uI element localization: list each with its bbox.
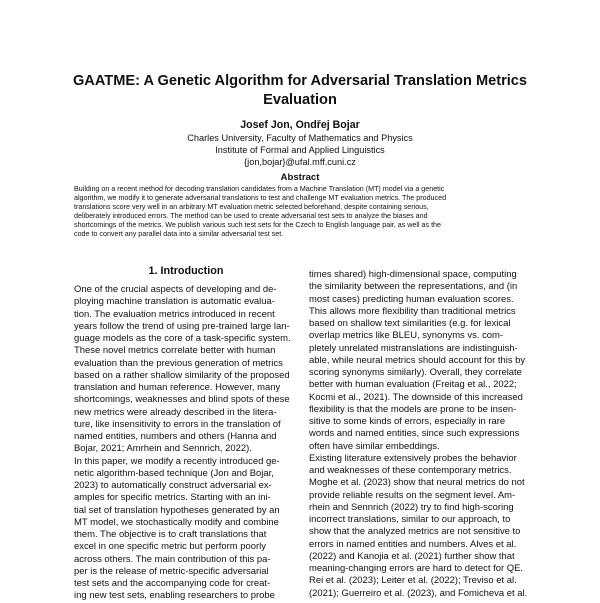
- body-text-line: Rei et al. (2023); Leiter et al. (2022); Treviso et al.: [309, 575, 517, 587]
- body-text-line: provide reliable results on the segment level. Am-: [309, 489, 516, 501]
- body-text-line: and weaknesses of these contemporary metrics.: [309, 465, 512, 476]
- body-text-line: ploying machine translation is automatic evalua-: [74, 296, 275, 308]
- body-text-line: (2021); Guerreiro et al. (2023), and Fomicheva et al.: [309, 587, 528, 599]
- body-text-line: ture, like insensitivity to errors in the translation of: [74, 418, 281, 430]
- body-text-line: Kocmi et al., 2021). The downside of this increased: [309, 391, 523, 403]
- body-text-line: meaning-changing errors are hard to detect for QE.: [309, 563, 524, 574]
- body-text-line: These novel metrics correlate better with human: [74, 345, 276, 357]
- body-text-line: In this paper, we modify a recently introduced ge-: [74, 455, 280, 467]
- body-text-line: errors in named entities and numbers. Alves et al.: [309, 538, 517, 550]
- body-text-line: guage models as the core of a task-specific system.: [74, 333, 291, 344]
- body-text-line: the similarity between the representations, and (in: [309, 281, 518, 293]
- body-text-line: scoring synonyms similarly). Overall, they correlate: [309, 367, 522, 378]
- body-text-line: overlap metrics like BLEU, synonyms vs. com-: [309, 330, 504, 342]
- abstract-line: deliberately introduced errors. The method can be used to create adversarial test sets to analyze the biases and: [74, 211, 428, 220]
- body-text-line: new metrics were already described in the litera-: [74, 406, 277, 418]
- body-text-line: able, while neural metrics should account for this by: [309, 354, 526, 366]
- affiliation-email: {jon,bojar}@ufal.mff.cuni.cz: [244, 157, 356, 167]
- body-text-line: evaluation than the previous generation of metrics: [74, 357, 283, 369]
- body-text-line: This allows more flexibility than traditional metrics: [309, 305, 516, 317]
- body-text-line: show that the analyzed metrics are not sensitive to: [309, 526, 521, 538]
- body-text-line: amples for specific metrics. Starting with an ini-: [74, 492, 271, 504]
- body-text-line: Existing literature extensively probes the behavior: [309, 452, 517, 464]
- affiliation-university: Charles University, Faculty of Mathematics and Physics: [187, 133, 413, 143]
- body-text-line: sitive to some kinds of errors, especially in rare: [309, 416, 506, 427]
- abstract-line: translations score very well in an arbitrary MT evaluation metric selected beforehand, despite containing serious,: [74, 202, 429, 211]
- body-text-line: netic algorithm-based technique (Jon and Bojar,: [74, 467, 274, 479]
- body-text-line: Bojar, 2021; Amrhein and Sennrich, 2022).: [74, 443, 252, 455]
- body-text-line: ing new test sets, enabling researchers to probe: [74, 590, 275, 602]
- body-text-line: shortcomings, weaknesses and blind spots of these: [74, 394, 290, 406]
- body-text-line: based on shallow text similarities (e.g. for lexical: [309, 318, 511, 329]
- paper-title: [40, 72, 560, 110]
- body-text-line: across others. The main contribution of this pa-: [74, 553, 271, 565]
- body-text-line: 2023) to automatically construct adversarial ex-: [74, 480, 272, 491]
- body-text-line: named entities, numbers and others (Hanna and: [74, 431, 277, 442]
- body-text-line: excel in one specific metric but perform poorly: [74, 541, 266, 553]
- body-text-line: better with human evaluation (Freitag et al., 2022;: [309, 379, 517, 391]
- left-column-text: [74, 284, 298, 603]
- abstract-line: code to convert any parallel data into a similar adversarial test set.: [74, 229, 284, 238]
- body-text-line: MT model, we stochastically modify and combine: [74, 516, 279, 528]
- body-text-line: tial set of translation hypotheses generated by an: [74, 504, 280, 516]
- body-text-line: incorrect translations, similar to our approach, to: [309, 514, 511, 525]
- body-text-line: years follow the trend of using pre-trained large lan-: [74, 320, 290, 332]
- section-title-introduction: 1. Introduction: [148, 265, 224, 277]
- affiliation-institute: Institute of Formal and Applied Linguistics: [215, 145, 385, 155]
- body-text-line: most cases) predicting human evaluation scores.: [309, 293, 514, 305]
- body-text-line: pletely unrelated mistranslations are indistinguish-: [309, 342, 518, 354]
- body-text-line: often have similar embeddings.: [309, 440, 440, 452]
- body-text-line: tion. The evaluation metrics introduced in recent: [74, 308, 275, 320]
- body-text-line: translation and human reference. However, many: [74, 382, 281, 393]
- body-text-line: test sets and the accompanying code for creat-: [74, 578, 271, 589]
- abstract-line: Building on a recent method for decoding translation candidates from a Machine Translation (MT) model via a genetic: [74, 185, 445, 193]
- right-column-text: [309, 269, 533, 600]
- body-text-line: Moghe et al. (2023) show that neural metrics do not: [309, 477, 525, 489]
- title-line-1: GAATME: A Genetic Algorithm for Adversarial Translation Metrics: [72, 73, 528, 89]
- body-text-line: them. The objective is to craft translations that: [74, 529, 267, 540]
- body-text-line: flexibility is that the models are prone to be insen-: [309, 403, 517, 415]
- abstract-body: [74, 185, 527, 239]
- body-text-line: (2022) and Kanojia et al. (2021) further show that: [309, 550, 515, 562]
- title-line-2: Evaluation: [263, 92, 337, 108]
- abstract-heading: Abstract: [280, 172, 320, 183]
- abstract-line: shortcomings of the metrics. We publish various such test sets for the Czech to English language pair, as well as the: [74, 220, 441, 229]
- body-text-line: times shared) high-dimensional space, computing: [309, 269, 517, 280]
- body-text-line: per is the release of metric-specific adversarial: [74, 565, 269, 577]
- authors: Josef Jon, Ondřej Bojar: [240, 119, 360, 131]
- body-text-line: words and named entities, since such expressions: [309, 428, 520, 440]
- abstract-line: algorithm, we modify it to generate adversarial translations to test and challenge MT evaluation metrics. The produced: [74, 193, 447, 202]
- body-text-line: based on a rather shallow similarity of the proposed: [74, 369, 290, 381]
- body-text-line: rhein and Sennrich (2022) try to find high-scoring: [309, 501, 514, 513]
- body-text-line: One of the crucial aspects of developing and de-: [74, 284, 277, 295]
